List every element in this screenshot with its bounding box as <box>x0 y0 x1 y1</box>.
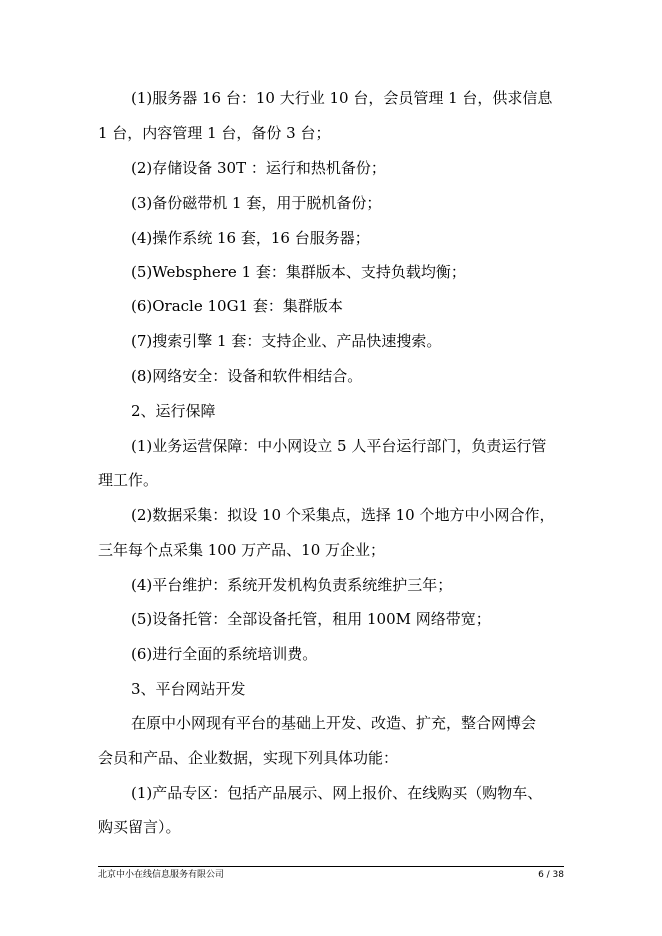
paragraph-line: (4)操作系统 16 套，16 台服务器； <box>131 229 370 247</box>
paragraph-line: (6)进行全面的系统培训费。 <box>131 645 318 663</box>
paragraph-line: 1 台，内容管理 1 台，备份 3 台； <box>98 124 331 142</box>
paragraph-line: (3)备份磁带机 1 套，用于脱机备份； <box>131 194 382 212</box>
paragraph-line: (7)搜索引擎 1 套：支持企业、产品快速搜索。 <box>131 332 442 350</box>
paragraph-line: 三年每个点采集 100 万产品、10 万企业； <box>98 541 386 559</box>
paragraph-line: (8)网络安全：设备和软件相结合。 <box>131 367 363 385</box>
paragraph-line: (4)平台维护：系统开发机构负责系统维护三年； <box>131 576 453 594</box>
paragraph-line: 在原中小网现有平台的基础上开发、改造、扩充，整合网博会 <box>131 714 537 732</box>
footer-page-number: 6 / 38 <box>538 870 564 880</box>
footer-divider <box>98 866 564 867</box>
paragraph-line: (5)设备托管：全部设备托管，租用 100M 网络带宽； <box>131 610 491 628</box>
paragraph-line: (1)业务运营保障：中小网设立 5 人平台运行部门，负责运行管 <box>131 437 547 455</box>
paragraph-line: (1)服务器 16 台：10 大行业 10 台，会员管理 1 台，供求信息 <box>131 89 553 107</box>
paragraph-line: (2)存储设备 30T ：运行和热机备份； <box>131 159 386 177</box>
paragraph-line: (1)产品专区：包括产品展示、网上报价、在线购买（购物车、 <box>131 784 543 802</box>
footer-company: 北京中小在线信息服务有限公司 <box>98 870 225 880</box>
paragraph-line: (6)Oracle 10G1 套：集群版本 <box>131 297 343 315</box>
paragraph-line: (5)Websphere 1 套：集群版本、支持负载均衡； <box>131 263 466 281</box>
paragraph-line: 会员和产品、企业数据，实现下列具体功能： <box>98 749 399 767</box>
section-heading: 3、平台网站开发 <box>131 680 246 698</box>
paragraph-line: 理工作。 <box>98 471 159 489</box>
paragraph-line: 购买留言）。 <box>98 818 181 836</box>
paragraph-line: (2)数据采集：拟设 10 个采集点，选择 10 个地方中小网合作， <box>131 506 555 524</box>
section-heading: 2、运行保障 <box>131 402 216 420</box>
